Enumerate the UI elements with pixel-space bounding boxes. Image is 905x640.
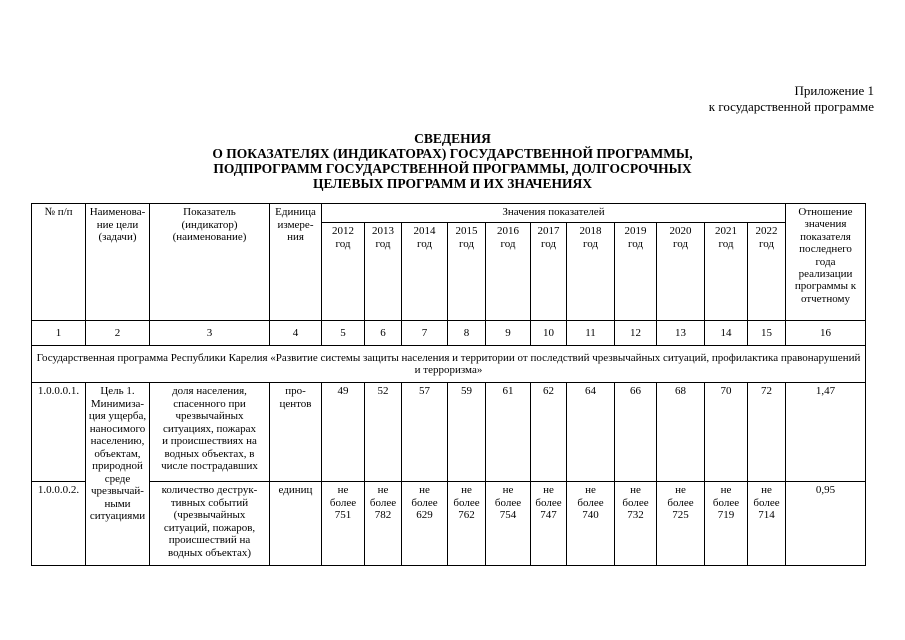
column-number-12: 12 [615,321,657,346]
row-number: 1.0.0.0.2. [32,482,86,566]
value-cell: не более 719 [705,482,748,566]
value-cell: 72 [748,383,786,482]
column-numbers-row [32,321,866,346]
column-number-3: 3 [150,321,270,346]
header-row-1 [32,204,866,223]
header-year-11: 2022 год [748,223,786,321]
header-year-3: 2014 год [402,223,448,321]
value-cell: 57 [402,383,448,482]
column-number-7: 7 [402,321,448,346]
title-line-1: СВЕДЕНИЯ [414,131,491,146]
value-cell: 64 [567,383,615,482]
column-number-2: 2 [86,321,150,346]
header-ratio-text: Отношение значения показателя последнего года реализации программы к отчетному [794,206,857,305]
value-cell: не более 629 [402,482,448,566]
table-row [32,383,866,482]
value-cell: 66 [615,383,657,482]
header-num [32,204,86,321]
header-year-2: 2013 год [365,223,402,321]
document-title [0,131,905,191]
program-title: Государственная программа Республики Карелия «Развитие системы защиты населения и территории от последствий чрезвычайных ситуаций, профилактика правонарушений и терроризма» [32,346,866,383]
value-cell: не более 747 [531,482,567,566]
value-cell: не более 754 [486,482,531,566]
title-line-4: ЦЕЛЕВЫХ ПРОГРАММ И ИХ ЗНАЧЕНИЯХ [313,176,592,191]
value-cell: 62 [531,383,567,482]
value-cell: не более 740 [567,482,615,566]
unit-cell: единиц [270,482,322,566]
header-year-10: 2021 год [705,223,748,321]
column-number-9: 9 [486,321,531,346]
value-cell: 52 [365,383,402,482]
value-cell: не более 714 [748,482,786,566]
appendix-note [709,83,874,115]
header-values [322,204,786,223]
column-number-5: 5 [322,321,365,346]
row-number: 1.0.0.0.1. [32,383,86,482]
unit-cell: про- центов [270,383,322,482]
column-number-6: 6 [365,321,402,346]
goal-cell: Цель 1. Минимиза- ция ущерба, наносимого населению, объектам, природной среде чрезвычай- ными ситуациями [86,383,150,566]
header-goal [86,204,150,321]
header-unit-text: Единица измере- ния [275,206,316,243]
title-line-2: О ПОКАЗАТЕЛЯХ (ИНДИКАТОРАХ) ГОСУДАРСТВЕННОЙ ПРОГРАММЫ, [212,146,693,161]
column-number-16: 16 [786,321,866,346]
program-row [32,346,866,383]
header-year-6: 2017 год [531,223,567,321]
ratio-cell: 1,47 [786,383,866,482]
appendix-line-2: к государственной программе [708,99,874,114]
header-values-text: Значения показателей [502,206,605,218]
table-row [32,482,866,566]
value-cell: не более 751 [322,482,365,566]
header-year-7: 2018 год [567,223,615,321]
column-number-1: 1 [32,321,86,346]
header-indicator [150,204,270,321]
value-cell: не более 725 [657,482,705,566]
header-year-4: 2015 год [448,223,486,321]
value-cell: 49 [322,383,365,482]
value-cell: не более 762 [448,482,486,566]
title-line-3: ПОДПРОГРАММ ГОСУДАРСТВЕННОЙ ПРОГРАММЫ, ДОЛГОСРОЧНЫХ [213,161,692,176]
column-number-13: 13 [657,321,705,346]
header-year-1: 2012 год [322,223,365,321]
header-indicator-text: Показатель (индикатор) (наименование) [172,206,247,243]
column-number-4: 4 [270,321,322,346]
indicator-cell: количество деструк- тивных событий (чрезвычайных ситуаций, пожаров, происшествий на водных объектах) [150,482,270,566]
indicator-cell: доля населения, спасенного при чрезвычайных ситуациях, пожарах и происшествиях на водных объектах, в числе пострадавших [150,383,270,482]
column-number-8: 8 [448,321,486,346]
value-cell: 59 [448,383,486,482]
column-number-10: 10 [531,321,567,346]
header-year-9: 2020 год [657,223,705,321]
value-cell: 68 [657,383,705,482]
header-ratio [786,204,866,321]
value-cell: 61 [486,383,531,482]
header-year-5: 2016 год [486,223,531,321]
column-number-14: 14 [705,321,748,346]
header-num-text: № п/п [44,206,73,218]
indicators-table [31,203,866,566]
column-number-11: 11 [567,321,615,346]
header-goal-text: Наименова- ние цели (задачи) [89,206,146,243]
header-year-8: 2019 год [615,223,657,321]
value-cell: не более 782 [365,482,402,566]
header-unit [270,204,322,321]
appendix-line-1: Приложение 1 [794,83,874,98]
value-cell: 70 [705,383,748,482]
column-number-15: 15 [748,321,786,346]
ratio-cell: 0,95 [786,482,866,566]
value-cell: не более 732 [615,482,657,566]
